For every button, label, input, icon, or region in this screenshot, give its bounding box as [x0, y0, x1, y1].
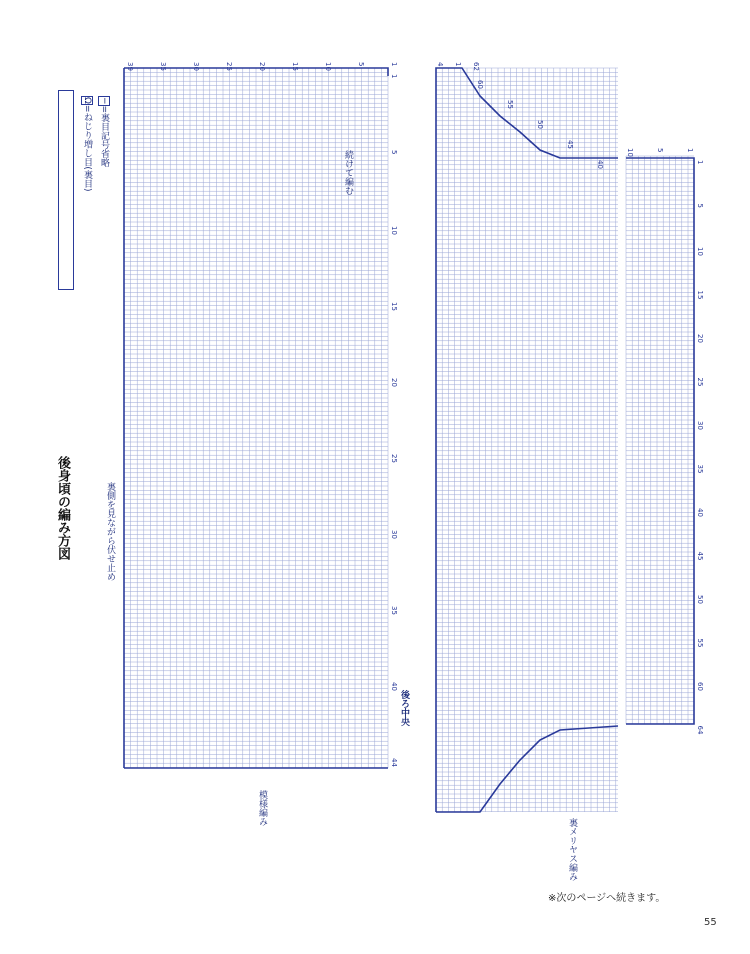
left-col-label: 1: [390, 62, 398, 67]
right-row-label: 60: [696, 682, 704, 691]
right-row-label: 50: [696, 595, 704, 604]
right-slope-label: 40: [596, 160, 604, 169]
right-col-label: 10: [626, 148, 634, 157]
right-chart-slope-edge: [436, 68, 618, 812]
right-row-label: 35: [696, 464, 704, 474]
right-row-label: 45: [696, 551, 704, 561]
left-col-label: 35: [159, 62, 167, 71]
right-col-label: 1: [686, 148, 694, 153]
legend-symbol-twist-increase: Ω: [82, 97, 92, 104]
right-row-label: 30: [696, 421, 704, 430]
left-row-label: 15: [390, 302, 398, 311]
right-slope-label: 45: [566, 140, 574, 149]
right-row-label: 25: [696, 377, 704, 387]
left-chart-labels: [126, 62, 398, 767]
left-row-label: 10: [390, 226, 398, 235]
legend-item-2: [97, 96, 111, 216]
left-col-label: 39: [126, 62, 134, 71]
left-row-label: 40: [390, 682, 398, 691]
left-col-label: 25: [225, 62, 233, 71]
left-row-label: 20: [390, 378, 398, 387]
right-row-label: 40: [696, 508, 704, 517]
right-chart-bottom-edge: [436, 726, 618, 812]
right-row-label: 10: [696, 247, 704, 256]
right-slope-label: 55: [506, 100, 514, 109]
left-row-label: 1: [390, 74, 398, 79]
right-row-label: 5: [696, 203, 704, 208]
bind-off-note: 裏側を見ながら伏せ止め: [105, 482, 115, 581]
page-number: 55: [704, 917, 717, 928]
right-chart-labels: [436, 62, 704, 735]
right-row-label: 1: [696, 160, 704, 165]
right-row-label: 64: [696, 725, 704, 735]
legend-item-1: [80, 96, 94, 216]
reverse-stockinette-label: 裏メリヤス編み: [567, 818, 577, 881]
right-row-label: 20: [696, 334, 704, 343]
right-top-left-label: 4: [436, 62, 444, 67]
left-col-label: 30: [192, 62, 200, 71]
legend-cable-symbol: [58, 90, 74, 290]
right-slope-label: 50: [536, 120, 544, 129]
right-top-left-label: 62: [472, 62, 480, 71]
right-slope-label: 60: [476, 80, 484, 89]
left-col-label: 5: [357, 62, 365, 67]
right-top-left-label: 1: [454, 62, 462, 67]
right-row-label: 55: [696, 638, 704, 648]
legend-symbol-purl: −: [99, 97, 109, 105]
continued-note: ※次のページへ続きます。: [548, 893, 666, 904]
right-col-label: 5: [656, 148, 664, 153]
left-col-label: 10: [324, 62, 332, 71]
left-row-label: 5: [390, 150, 398, 155]
left-row-label: 30: [390, 530, 398, 539]
continue-note: 続けて編む: [343, 150, 353, 195]
left-row-label: 25: [390, 454, 398, 463]
legend-text-twist-increase: =ねじり増し目(裏目): [82, 104, 92, 192]
right-row-label: 15: [696, 290, 704, 300]
left-row-label: 44: [390, 758, 398, 767]
chart-title: 後身頃の編み方図: [55, 456, 70, 560]
left-row-label: 35: [390, 606, 398, 615]
pattern-stitch-label: 模様編み: [257, 790, 267, 826]
legend-text-purl: =裏目記号省略: [99, 105, 109, 168]
back-center-label: 後ろ中央: [399, 690, 409, 726]
right-chart-rect-edge: [626, 158, 694, 724]
left-col-label: 20: [258, 62, 266, 71]
left-col-label: 15: [291, 62, 299, 71]
right-reverse-stockinette-chart: [436, 68, 694, 812]
